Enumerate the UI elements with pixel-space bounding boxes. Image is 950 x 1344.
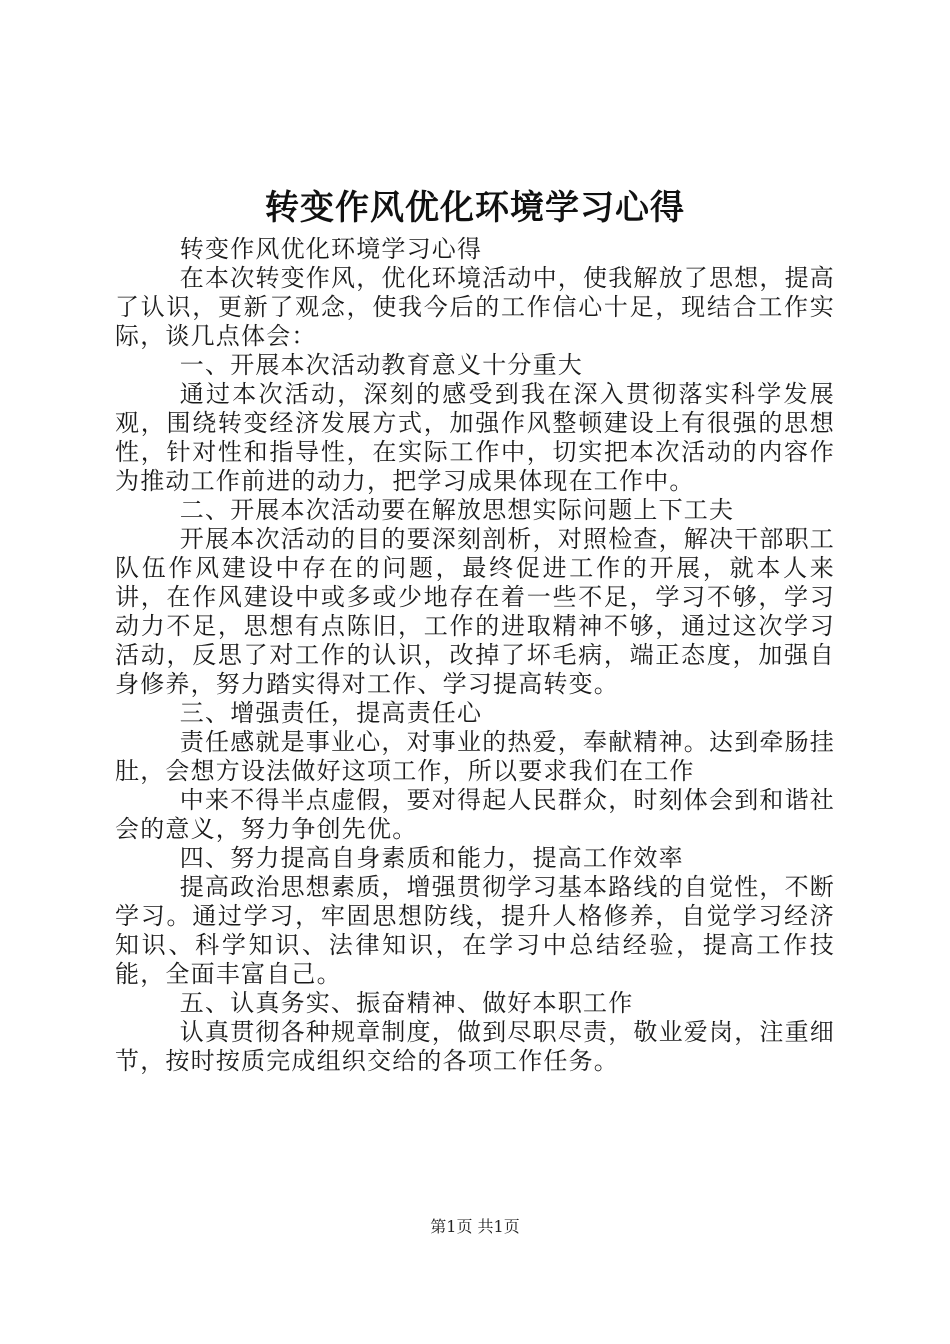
document-body (115, 235, 835, 1076)
body-paragraph: 开展本次活动的目的要深刻剖析，对照检查，解决干部职工队伍作风建设中存在的问题，最终促进工作的开展，就本人来讲，在作风建设中或多或少地存在着一些不足，学习不够，学习动力不足，思想有点陈旧，工作的进取精神不够，通过这次学习活动，反思了对工作的认识，改掉了坏毛病，端正态度，加强自身修养，努力踏实得对工作、学习提高转变。 (115, 525, 835, 698)
section-heading: 一、开展本次活动教育意义十分重大 (179, 351, 583, 379)
section-heading: 四、努力提高自身素质和能力，提高工作效率 (179, 844, 684, 872)
page-number-footer: 第1页 共1页 (430, 1217, 520, 1236)
body-paragraph: 转变作风优化环境学习心得 (179, 235, 483, 263)
section-heading: 五、认真务实、振奋精神、做好本职工作 (179, 989, 634, 1017)
document-title: 转变作风优化环境学习心得 (265, 188, 685, 228)
body-paragraph: 中来不得半点虚假，要对得起人民群众，时刻体会到和谐社会的意义，努力争创先优。 (115, 786, 835, 843)
body-paragraph: 责任感就是事业心，对事业的热爱，奉献精神。达到牵肠挂肚，会想方设法做好这项工作，所以要求我们在工作 (115, 728, 835, 785)
body-paragraph: 认真贯彻各种规章制度，做到尽职尽责，敬业爱岗，注重细节，按时按质完成组织交给的各项工作任务。 (115, 1018, 835, 1075)
body-paragraph: 通过本次活动，深刻的感受到我在深入贯彻落实科学发展观，围绕转变经济发展方式，加强作风整顿建设上有很强的思想性，针对性和指导性，在实际工作中，切实把本次活动的内容作为推动工作前进的动力，把学习成果体现在工作中。 (115, 380, 835, 495)
body-paragraph: 在本次转变作风，优化环境活动中，使我解放了思想，提高了认识，更新了观念，使我今后的工作信心十足，现结合工作实际，谈几点体会： (115, 264, 835, 350)
section-heading: 三、增强责任，提高责任心 (179, 699, 483, 727)
section-heading: 二、开展本次活动要在解放思想实际问题上下工夫 (179, 496, 735, 524)
body-paragraph: 提高政治思想素质，增强贯彻学习基本路线的自觉性，不断学习。通过学习，牢固思想防线，提升人格修养，自觉学习经济知识、科学知识、法律知识，在学习中总结经验，提高工作技能，全面丰富自己。 (115, 873, 835, 988)
